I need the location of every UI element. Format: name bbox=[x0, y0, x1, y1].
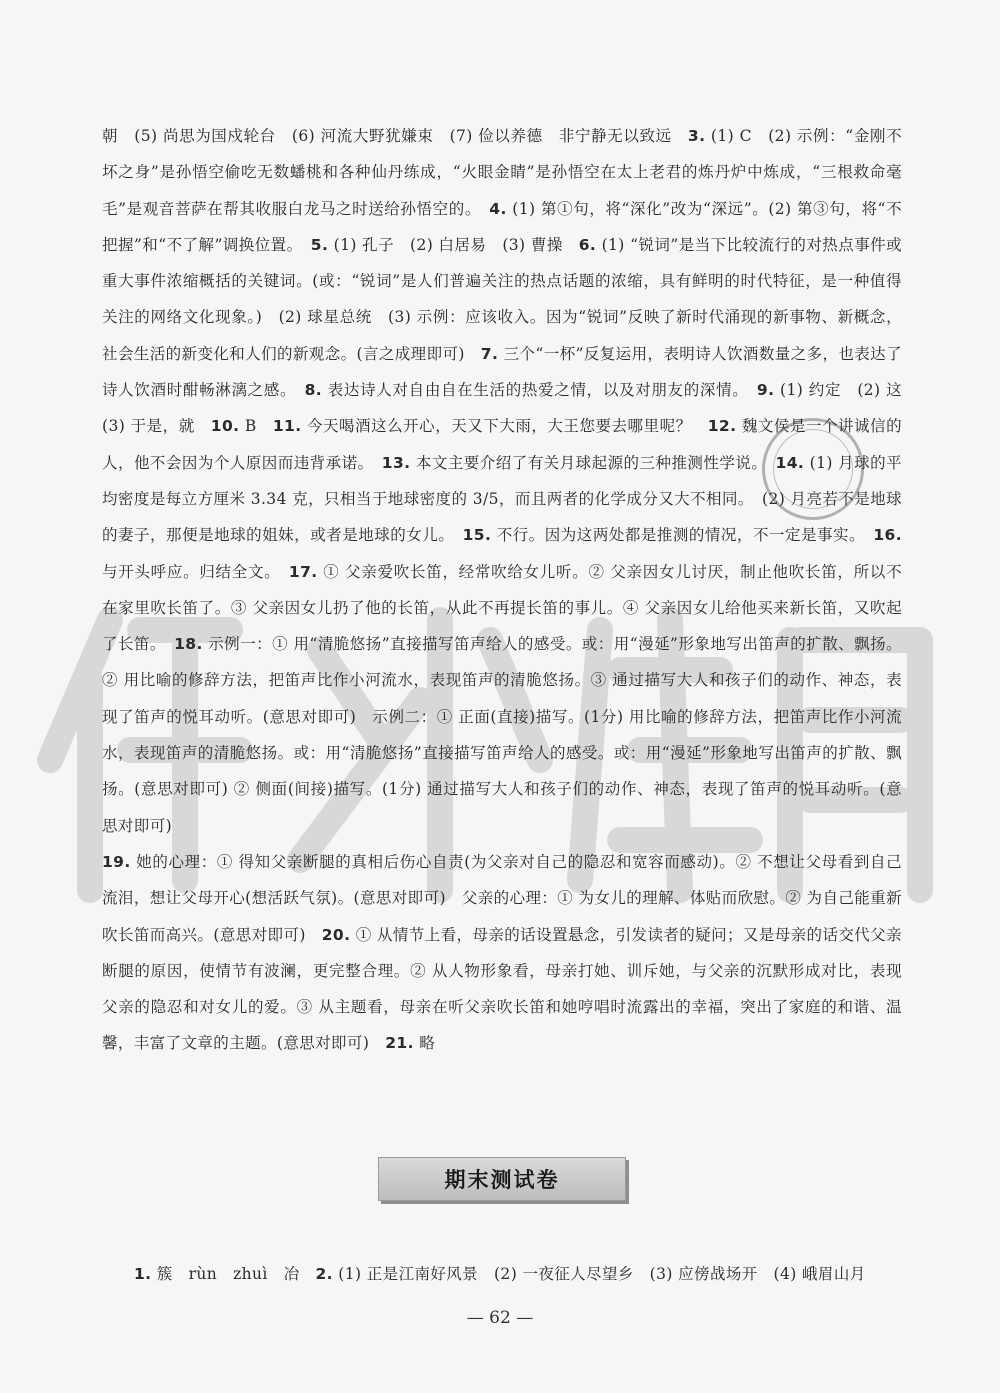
section-title: 期末测试卷 bbox=[444, 1168, 560, 1192]
answer-paragraph: 19. 她的心理：① 得知父亲断腿的真相后伤心自责(为父亲对自己的隐忍和宽容而感动)。② 不想让父母看到自己流泪，想让父母开心(想活跃气氛)。(意思对即可) 父亲的心理：① 为女儿的理解、体贴而欣慰。② 为自己能重新吹长笛而高兴。(意思对即可) 20. ① 从情节上看，母亲的话设置悬念，引发读者的疑问；又是母亲的话交代父亲断腿的原因，使情节有波澜，更完整合理。② 从人物形象看，母亲打她、训斥她，与父亲的沉默形成对比，表现父亲的隐忍和对女儿的爱。③ 从主题看，母亲在听父亲吹长笛和她哼唱时流露出的幸福，突出了家庭的和谐、温馨，丰富了文章的主题。(意思对即可) 21. 略 bbox=[102, 852, 902, 1053]
page-number: — 62 — bbox=[466, 1308, 534, 1328]
final-test-answers: 1. 簇 rùn zhuì 冶 2. (1) 正是江南好风景 (2) 一夜征人尽望乡 (3) 应傍战场开 (4) 峨眉山月 bbox=[134, 1265, 866, 1283]
answer-text bbox=[102, 118, 918, 1062]
section-title-banner bbox=[378, 1157, 626, 1201]
answer-paragraph: 朝 (5) 尚思为国戍轮台 (6) 河流大野犹嫌束 (7) 俭以养德 非宁静无以致远 3. (1) C (2) 示例：“金刚不坏之身”是孙悟空偷吃无数蟠桃和各种仙丹练成，“火眼金睛”是孙悟空在太上老君的炼丹炉中炼成，“三根救命毫毛”是观音菩萨在帮其收服白龙马之时送给孙悟空的。 4. (1) 第①句，将“深化”改为“深远”。(2) 第③句，将“不把握”和“不了解”调换位置。 5. (1) 孔子 (2) 白居易 (3) 曹操 6. (1) “锐词”是当下比较流行的对热点事件或重大事件浓缩概括的关键词。(或：“锐词”是人们普遍关注的热点话题的浓缩，具有鲜明的时代特征，是一种值得关注的网络文化现象。) (2) 球星总统 (3) 示例：应该收入。因为“锐词”反映了新时代涌现的新事物、新概念，社会生活的新变化和人们的新观念。(言之成理即可) 7. 三个“一杯”反复运用，表明诗人饮酒数量之多，也表达了诗人饮酒时酣畅淋漓之感。 8. 表达诗人对自由自在生活的热爱之情，以及对朋友的深情。 9. (1) 约定 (2) 这 (3) 于是，就 10. B 11. 今天喝酒这么开心，天又下大雨，大王您要去哪里呢？ 12. 魏文侯是一个讲诚信的人，他不会因为个人原因而违背承诺。 13. 本文主要介绍了有关月球起源的三种推测性学说。 14. (1) 月球的平均密度是每立方厘米 3.34 克，只相当于地球密度的 3/5，而且两者的化学成分又大不相同。 (2) 月亮若不是地球的妻子，那便是地球的姐妹，或者是地球的女儿。 15. 不行。因为这两处都是推测的情况，不一定是事实。 16. 与开头呼应。归结全文。 17. ① 父亲爱吹长笛，经常吹给女儿听。② 父亲因女儿讨厌，制止他吹长笛，所以不在家里吹长笛了。③ 父亲因女儿扔了他的长笛，从此不再提长笛的事儿。④ 父亲因女儿给他买来新长笛，又吹起了长笛。 18. 示例一：① 用“清脆悠扬”直接描写笛声给人的感受。或：用“漫延”形象地写出笛声的扩散、飘扬。② 用比喻的修辞方法，把笛声比作小河流水，表现笛声的清脆悠扬。③ 通过描写大人和孩子们的动作、神态，表现了笛声的悦耳动听。(意思对即可) 示例二：① 正面(直接)描写。(1分) 用比喻的修辞方法，把笛声比作小河流水，表现笛声的清脆悠扬。或：用“清脆悠扬”直接描写笛声给人的感受。或：用“漫延”形象地写出笛声的扩散、飘扬。(意思对即可) ② 侧面(间接)描写。(1分) 通过描写大人和孩子们的动作、神态，表现了笛声的悦耳动听。(意思对即可) bbox=[102, 127, 918, 835]
